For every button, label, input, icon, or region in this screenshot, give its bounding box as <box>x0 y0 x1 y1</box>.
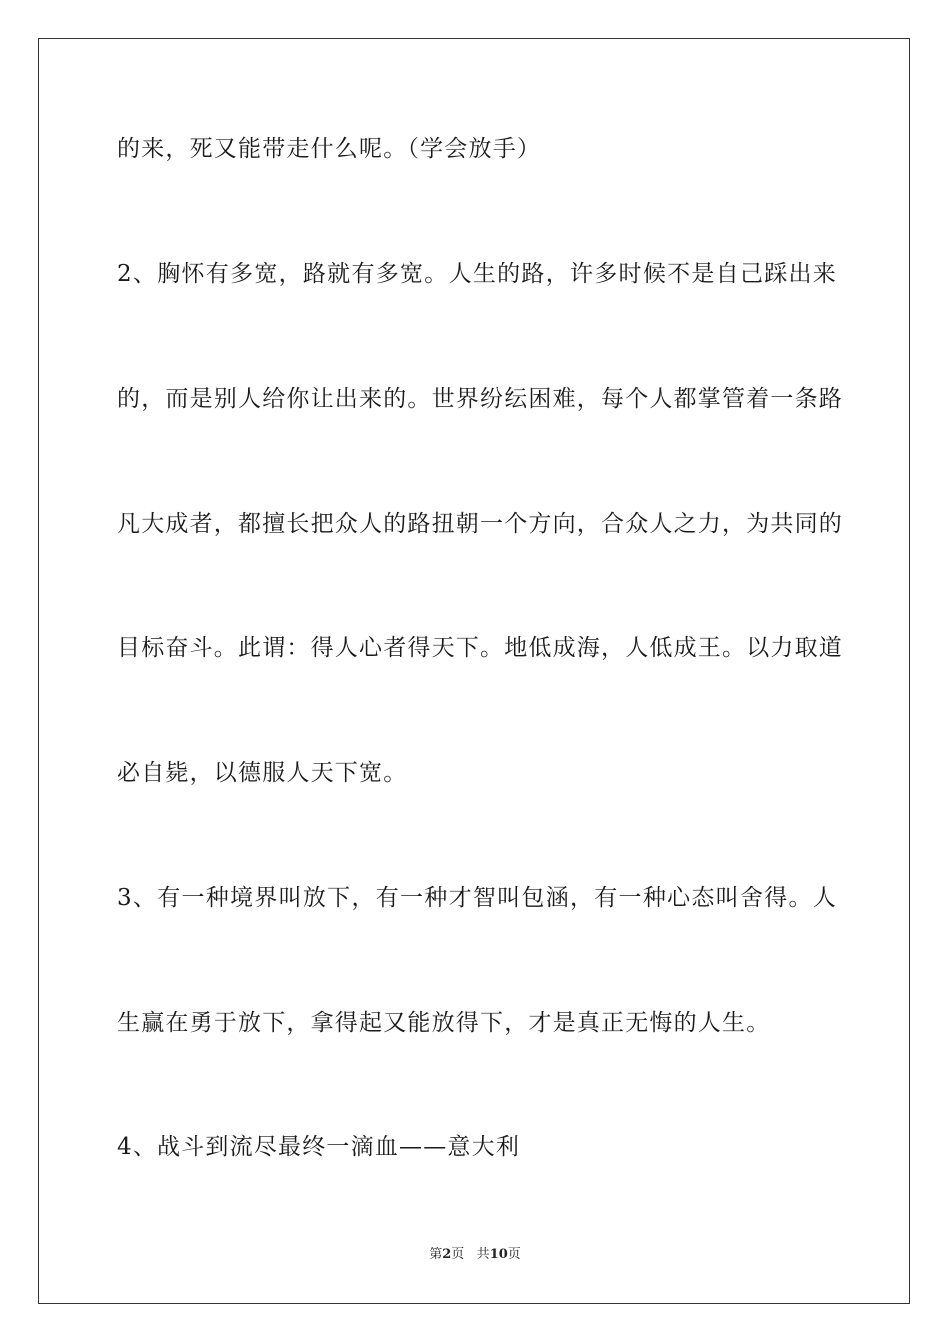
text-line-9: 4、战斗到流尽最终一滴血——意大利 <box>117 1134 521 1160</box>
page-border <box>38 38 910 1304</box>
text-line-5: 目标奋斗。此谓：得人心者得天下。地低成海，人低成王。以力取道 <box>117 635 843 661</box>
text-line-4: 凡大成者，都擅长把众人的路扭朝一个方向，合众人之力，为共同的 <box>117 511 843 537</box>
footer-total-suffix: 页 <box>507 1247 521 1262</box>
text-line-1: 的来，死又能带走什么呢。（学会放手） <box>117 136 542 162</box>
text-line-7: 3、有一种境界叫放下，有一种才智叫包涵，有一种心态叫舍得。人 <box>117 885 837 911</box>
footer-page-total: 10 <box>489 1247 508 1262</box>
footer-page-prefix: 第 <box>429 1247 443 1262</box>
page-footer <box>0 1246 950 1264</box>
footer-page-suffix: 页 <box>451 1247 465 1262</box>
footer-page-current: 2 <box>442 1247 452 1262</box>
text-line-3: 的，而是别人给你让出来的。世界纷纭困难，每个人都掌管着一条路 <box>117 386 843 412</box>
text-line-2: 2、胸怀有多宽，路就有多宽。人生的路，许多时候不是自己踩出来 <box>117 261 837 287</box>
footer-total-prefix: 共 <box>476 1247 490 1262</box>
text-line-8: 生赢在勇于放下，拿得起又能放得下，才是真正无悔的人生。 <box>117 1010 771 1036</box>
text-line-6: 必自毙，以德服人天下宽。 <box>117 760 408 786</box>
